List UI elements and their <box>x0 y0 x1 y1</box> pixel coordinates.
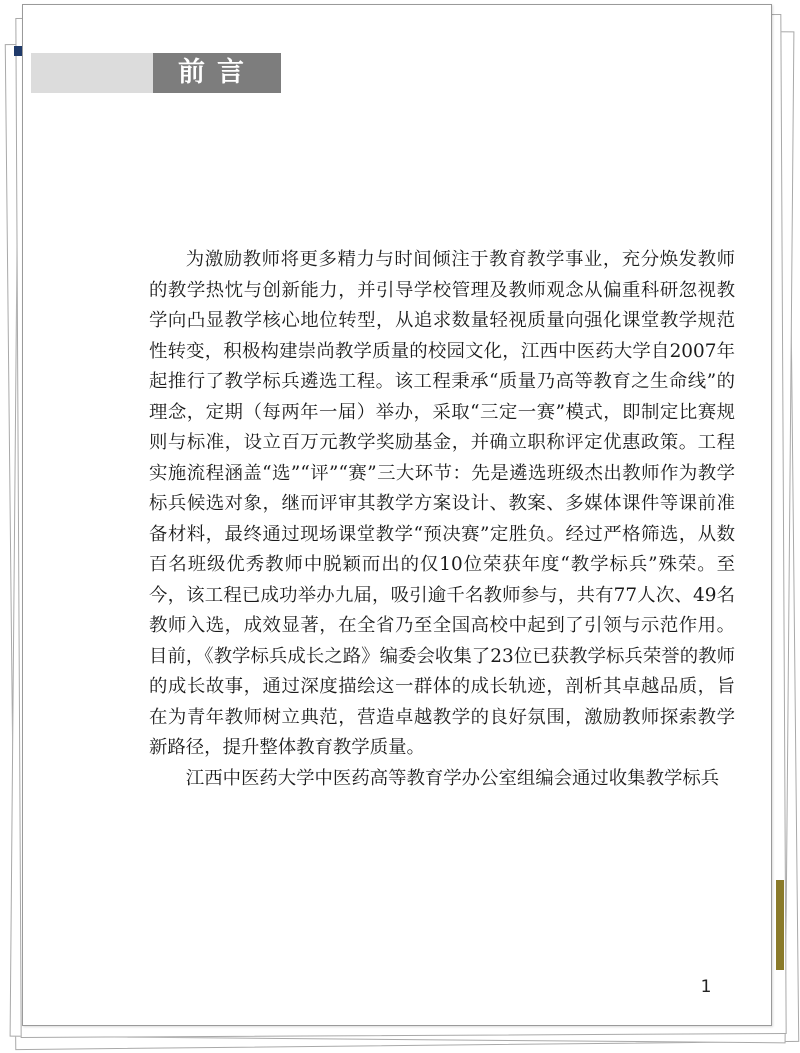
paragraph: 江西中医药大学中医药高等教育学办公室组编会通过收集教学标兵 <box>185 767 720 789</box>
body-text <box>149 245 735 794</box>
paragraph: 为激励教师将更多精力与时间倾注于教育教学事业，充分焕发教师的教学热忱与创新能力，并引导学校管理及教师观念从偏重科研忽视教学向凸显教学核心地位转型，从追求数量轻视质量向强化课堂教学规范性转变，积极构建崇尚教学质量的校园文化，江西中医药大学自2007年起推行了教学标兵遴选工程。该工程秉承“质量乃高等教育之生命线”的理念，定期（每两年一届）举办，采取“三定一赛”模式，即制定比赛规则与标准，设立百万元教学奖励基金，并确立职称评定优惠政策。工程实施流程涵盖“选”“评”“赛”三大环节：先是遴选班级杰出教师作为教学标兵候选对象，继而评审其教学方案设计、教案、多媒体课件等课前准备材料，最终通过现场课堂教学“预决赛”定胜负。经过严格筛选，从数百名班级优秀教师中脱颖而出的仅10位荣获年度“教学标兵”殊荣。至今，该工程已成功举办九届，吸引逾千名教师参与，共有77人次、49名教师入选，成效显著，在全省乃至全国高校中起到了引领与示范作用。目前，《教学标兵成长之路》编委会收集了23位已获教学标兵荣誉的教师的成长故事，通过深度描绘这一群体的成长轨迹，剖析其卓越品质，旨在为青年教师树立典范，营造卓越教学的良好氛围，激励教师探索教学新路径，提升整体教育教学质量。 <box>149 249 735 758</box>
section-header-bar <box>31 53 281 93</box>
page-number: 1 <box>700 977 712 997</box>
document-page <box>22 4 772 1026</box>
page-edge-mark <box>14 46 22 56</box>
page-edge-mark <box>776 880 784 970</box>
section-title: 前言 <box>153 53 281 93</box>
